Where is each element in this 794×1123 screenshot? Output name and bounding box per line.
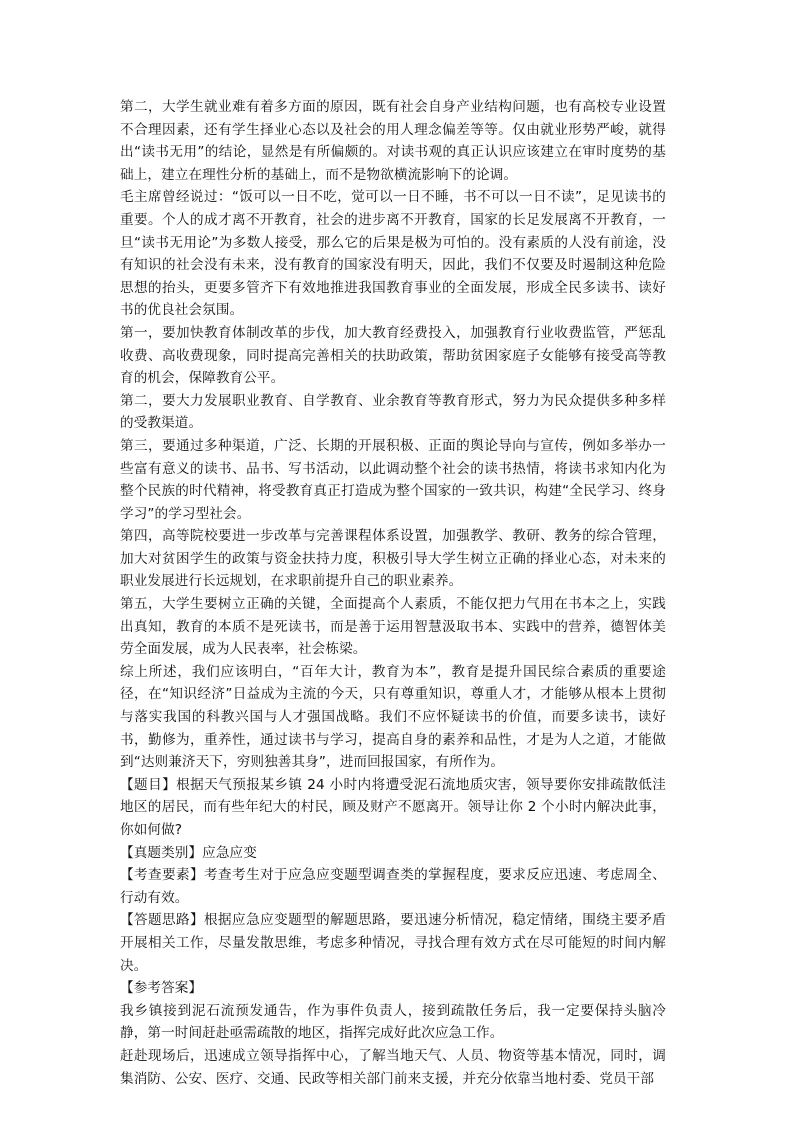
paragraph-measure-5: 第五，大学生要树立正确的关键，全面提高个人素质，不能仅把力气用在书本之上，实践出真知，教育的本质不是死读书，而是善于运用智慧汲取书本、实践中的营养，德智体美劳全面发展，成为人民表率，社会栋梁。 bbox=[120, 596, 666, 658]
paragraph-measure-2: 第二，要大力发展职业教育、自学教育、业余教育等教育形式，努力为民众提供多种多样的受教渠道。 bbox=[120, 392, 666, 432]
paragraph-measure-1: 第一，要加快教育体制改革的步伐，加大教育经费投入，加强教育行业收费监管，严惩乱收费、高收费现象，同时提高完善相关的扶助政策，帮助贫困家庭子女能够有接受高等教育的机会，保障教育公平。 bbox=[120, 324, 666, 387]
paragraph-employment-causes: 第二，大学生就业难有着多方面的原因，既有社会自身产业结构问题，也有高校专业设置不合理因素，还有学生择业心态以及社会的用人理念偏差等等。仅由就业形势严峻，就得出“读书无用”的结论，显然是有所偏颇的。对读书观的真正认识应该建立在审时度势的基础上，建立在理性分析的基础上，而不是物欲横流影响下的论调。 bbox=[120, 99, 666, 183]
paragraph-answer-2: 赶赴现场后，迅速成立领导指挥中心，了解当地天气、人员、物资等基本情况，同时，调集消防、公安、医疗、交通、民政等相关部门前来支援，并充分依靠当地村委、党员干部 bbox=[120, 1047, 666, 1087]
paragraph-conclusion: 综上所述，我们应该明白，“百年大计，教育为本”，教育是提升国民综合素质的重要途径，在“知识经济”日益成为主流的今天，只有尊重知识，尊重人才，才能够从根本上贯彻与落实我国的科教兴国与人才强国战略。我们不应怀疑读书的价值，而要多读书，读好书，勤修为，重养性，通过读书与学习，提高自身的素养和品性，才是为人之道，才能做到“达则兼济天下，穷则独善其身”，进而回报国家，有所作为。 bbox=[120, 663, 666, 771]
paragraph-measure-3: 第三，要通过多种渠道，广泛、长期的开展积极、正面的舆论导向与宣传，例如多举办一些富有意义的读书、品书、写书活动，以此调动整个社会的读书热情，将读书求知内化为整个民族的时代精神，将受教育真正打造成为整个国家的一致共识，构建“全民学习、终身学习”的学习型社会。 bbox=[120, 437, 666, 522]
paragraph-answer-heading: 【参考答案】 bbox=[120, 980, 203, 997]
paragraph-question: 【题目】根据天气预报某乡镇 24 小时内将遭受泥石流地质灾害，领导要你安排疏散低洼地区的居民，而有些年纪大的村民，顾及财产不愿离开。领导让你 2 个小时内解决此事，你如何做? bbox=[120, 776, 666, 838]
paragraph-category: 【真题类别】应急应变 bbox=[120, 844, 257, 861]
paragraph-answer-1: 我乡镇接到泥石流预发通告，作为事件负责人，接到疏散任务后，我一定要保持头脑冷静，第一时间赶赴亟需疏散的地区，指挥完成好此次应急工作。 bbox=[120, 1002, 666, 1042]
paragraph-mao-quote: 毛主席曾经说过：“饭可以一日不吃，觉可以一日不睡，书不可以一日不读”，足见读书的重要。个人的成才离不开教育，社会的进步离不开教育，国家的长足发展离不开教育，一旦“读书无用论”为多数人接受，那么它的后果是极为可怕的。没有素质的人没有前途，没有知识的社会没有未来，没有教育的国家没有明天，因此，我们不仅要及时遏制这种危险思想的抬头，更要多管齐下有效地推进我国教育事业的全面发展，形成全民多读书、读好书的优良社会氛围。 bbox=[120, 189, 666, 319]
document-body bbox=[120, 96, 666, 1090]
paragraph-approach: 【答题思路】根据应急应变题型的解题思路，要迅速分析情况，稳定情绪，围绕主要矛盾开展相关工作，尽量发散思维，考虑多种情况，寻找合理有效方式在尽可能短的时间内解决。 bbox=[120, 912, 666, 974]
paragraph-elements: 【考查要素】考查考生对于应急应变题型调查类的掌握程度，要求反应迅速、考虑周全、行动有效。 bbox=[120, 867, 666, 906]
paragraph-measure-4: 第四，高等院校要进一步改革与完善课程体系设置，加强教学、教研、教务的综合管理，加大对贫困学生的政策与资金扶持力度，积极引导大学生树立正确的择业心态，对未来的职业发展进行长远规划，在求职前提升自己的职业素养。 bbox=[120, 528, 666, 590]
